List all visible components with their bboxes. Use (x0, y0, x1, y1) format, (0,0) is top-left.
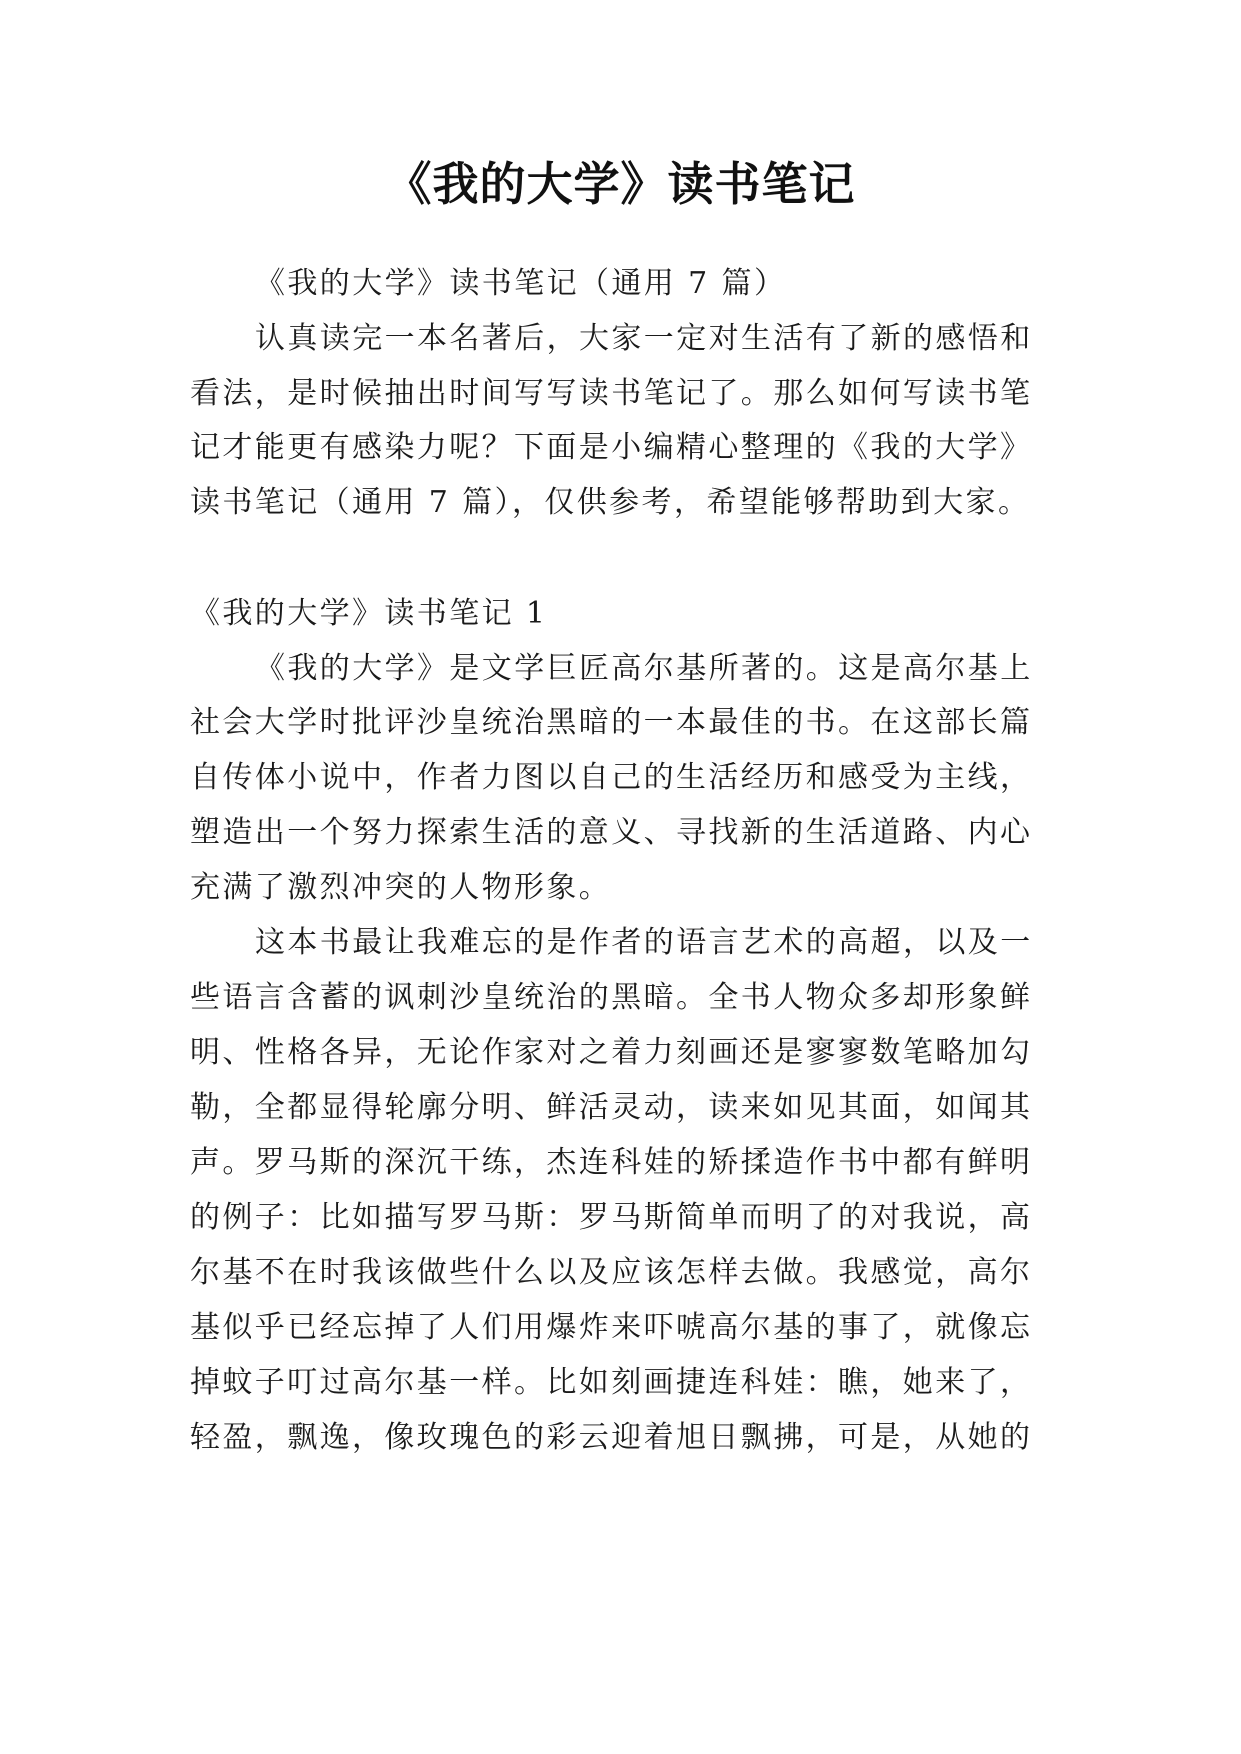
section1-para2-line-3: 明、性格各异，无论作家对之着力刻画还是寥寥数笔略加勾 (190, 1035, 1033, 1070)
section1-para1-line-5: 充满了激烈冲突的人物形象。 (190, 870, 612, 905)
section1-para1-line-3: 自传体小说中，作者力图以自己的生活经历和感受为主线， (190, 760, 1033, 795)
intro-line-1: 认真读完一本名著后，大家一定对生活有了新的感悟和 (255, 321, 1033, 356)
section1-para2-line-10: 轻盈，飘逸，像玫瑰色的彩云迎着旭日飘拂，可是，从她的 (190, 1420, 1033, 1455)
section1-para2-line-4: 勒，全都显得轮廓分明、鲜活灵动，读来如见其面，如闻其 (190, 1090, 1033, 1125)
section1-para2-line-6: 的例子：比如描写罗马斯：罗马斯简单而明了的对我说，高 (190, 1200, 1033, 1235)
intro-heading: 《我的大学》读书笔记（通用 7 篇） (255, 266, 787, 301)
intro-line-2: 看法，是时候抽出时间写写读书笔记了。那么如何写读书笔 (190, 376, 1033, 411)
intro-line-3: 记才能更有感染力呢？下面是小编精心整理的《我的大学》 (190, 430, 1033, 465)
section1-para2-line-7: 尔基不在时我该做些什么以及应该怎样去做。我感觉，高尔 (190, 1255, 1033, 1290)
section1-para1-line-4: 塑造出一个努力探索生活的意义、寻找新的生活道路、内心 (190, 815, 1033, 850)
section1-heading: 《我的大学》读书笔记 1 (190, 596, 548, 631)
section1-para1-line-1: 《我的大学》是文学巨匠高尔基所著的。这是高尔基上 (255, 651, 1033, 686)
section1-para2-line-2: 些语言含蓄的讽刺沙皇统治的黑暗。全书人物众多却形象鲜 (190, 980, 1033, 1015)
section1-para1-line-2: 社会大学时批评沙皇统治黑暗的一本最佳的书。在这部长篇 (190, 705, 1033, 740)
section1-para2-line-8: 基似乎已经忘掉了人们用爆炸来吓唬高尔基的事了，就像忘 (190, 1310, 1033, 1345)
document-title: 《我的大学》读书笔记 (385, 157, 856, 211)
section1-para2-line-9: 掉蚊子叮过高尔基一样。比如刻画捷连科娃：瞧，她来了， (190, 1365, 1033, 1400)
section1-para2-line-1: 这本书最让我难忘的是作者的语言艺术的高超，以及一 (255, 925, 1033, 960)
intro-line-4: 读书笔记（通用 7 篇），仅供参考，希望能够帮助到大家。 (190, 485, 1031, 520)
section1-para2-line-5: 声。罗马斯的深沉干练，杰连科娃的矫揉造作书中都有鲜明 (190, 1145, 1033, 1180)
